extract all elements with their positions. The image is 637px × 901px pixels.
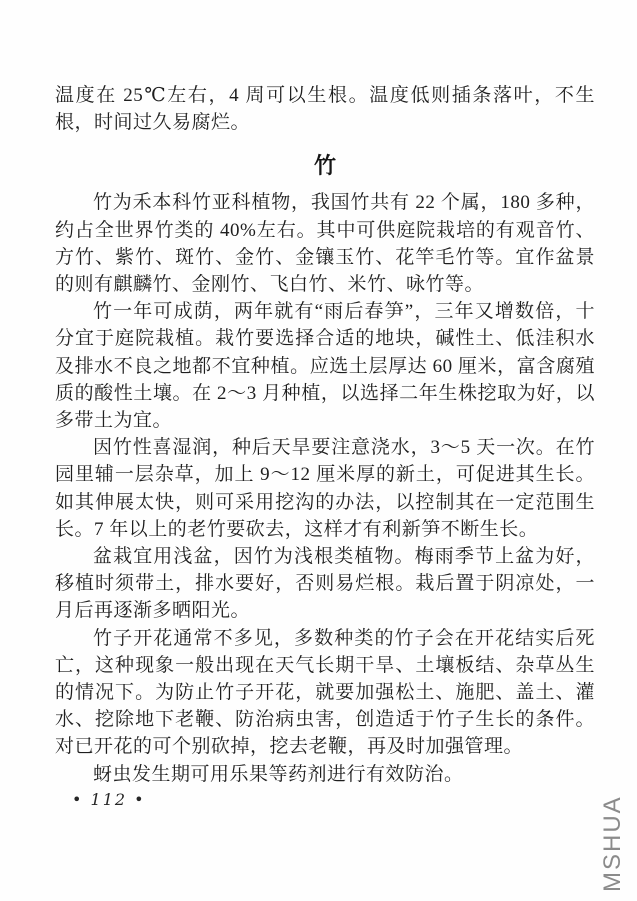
- page-number: • 112 •: [72, 790, 146, 809]
- paragraph-potting: 盆栽宜用浅盆，因竹为浅根类植物。梅雨季节上盆为好，移植时须带土，排水要好，否则易烂根。栽后置于阴凉处，一月后再逐渐多晒阳光。: [55, 546, 595, 622]
- paragraph-planting: 竹一年可成荫，两年就有“雨后春笋”，三年又增数倍，十分宜于庭院栽植。栽竹要选择合适的地块，碱性土、低洼积水及排水不良之地都不宜种植。应选土层厚达 60 厘米，富含腐殖质的酸性土壤。在 2～3 月种植，以选择二年生株挖取为好，以多带土为宜。: [55, 301, 595, 432]
- paragraph-continuation: 温度在 25℃左右，4 周可以生根。温度低则插条落叶，不生根，时间过久易腐烂。: [55, 85, 595, 134]
- paragraph-flowering: 竹子开花通常不多见，多数种类的竹子会在开花结实后死亡，这种现象一般出现在天气长期干旱、土壤板结、杂草丛生的情况下。为防止竹子开花，就要加强松土、施肥、盖土、灌水、挖除地下老鞭、防治病虫害，创造适于竹子生长的条件。对已开花的可个别砍掉，挖去老鞭，再及时加强管理。: [55, 627, 595, 758]
- paragraph-watering: 因竹性喜湿润，种后天旱要注意浇水，3～5 天一次。在竹园里辅一层杂草，加上 9～12 厘米厚的新土，可促进其生长。如其伸展太快，则可采用挖沟的办法，以控制其在一定范围生长。7 年以上的老竹要砍去，这样才有利新笋不断生长。: [55, 437, 595, 540]
- paragraph-intro: 竹为禾本科竹亚科植物，我国竹共有 22 个属，180 多种，约占全世界竹类的 40%左右。其中可供庭院栽培的有观音竹、方竹、紫竹、斑竹、金竹、金镶玉竹、花竿毛竹等。宜作盆景的则有麒麟竹、金刚竹、飞白竹、米竹、咏竹等。: [55, 192, 595, 296]
- watermark-text: MSHUA: [599, 795, 626, 892]
- paragraph-pest-control: 蚜虫发生期可用乐果等药剂进行有效防治。: [93, 763, 464, 785]
- page-text-block: [55, 82, 595, 788]
- section-heading-bamboo: 竹: [313, 153, 336, 179]
